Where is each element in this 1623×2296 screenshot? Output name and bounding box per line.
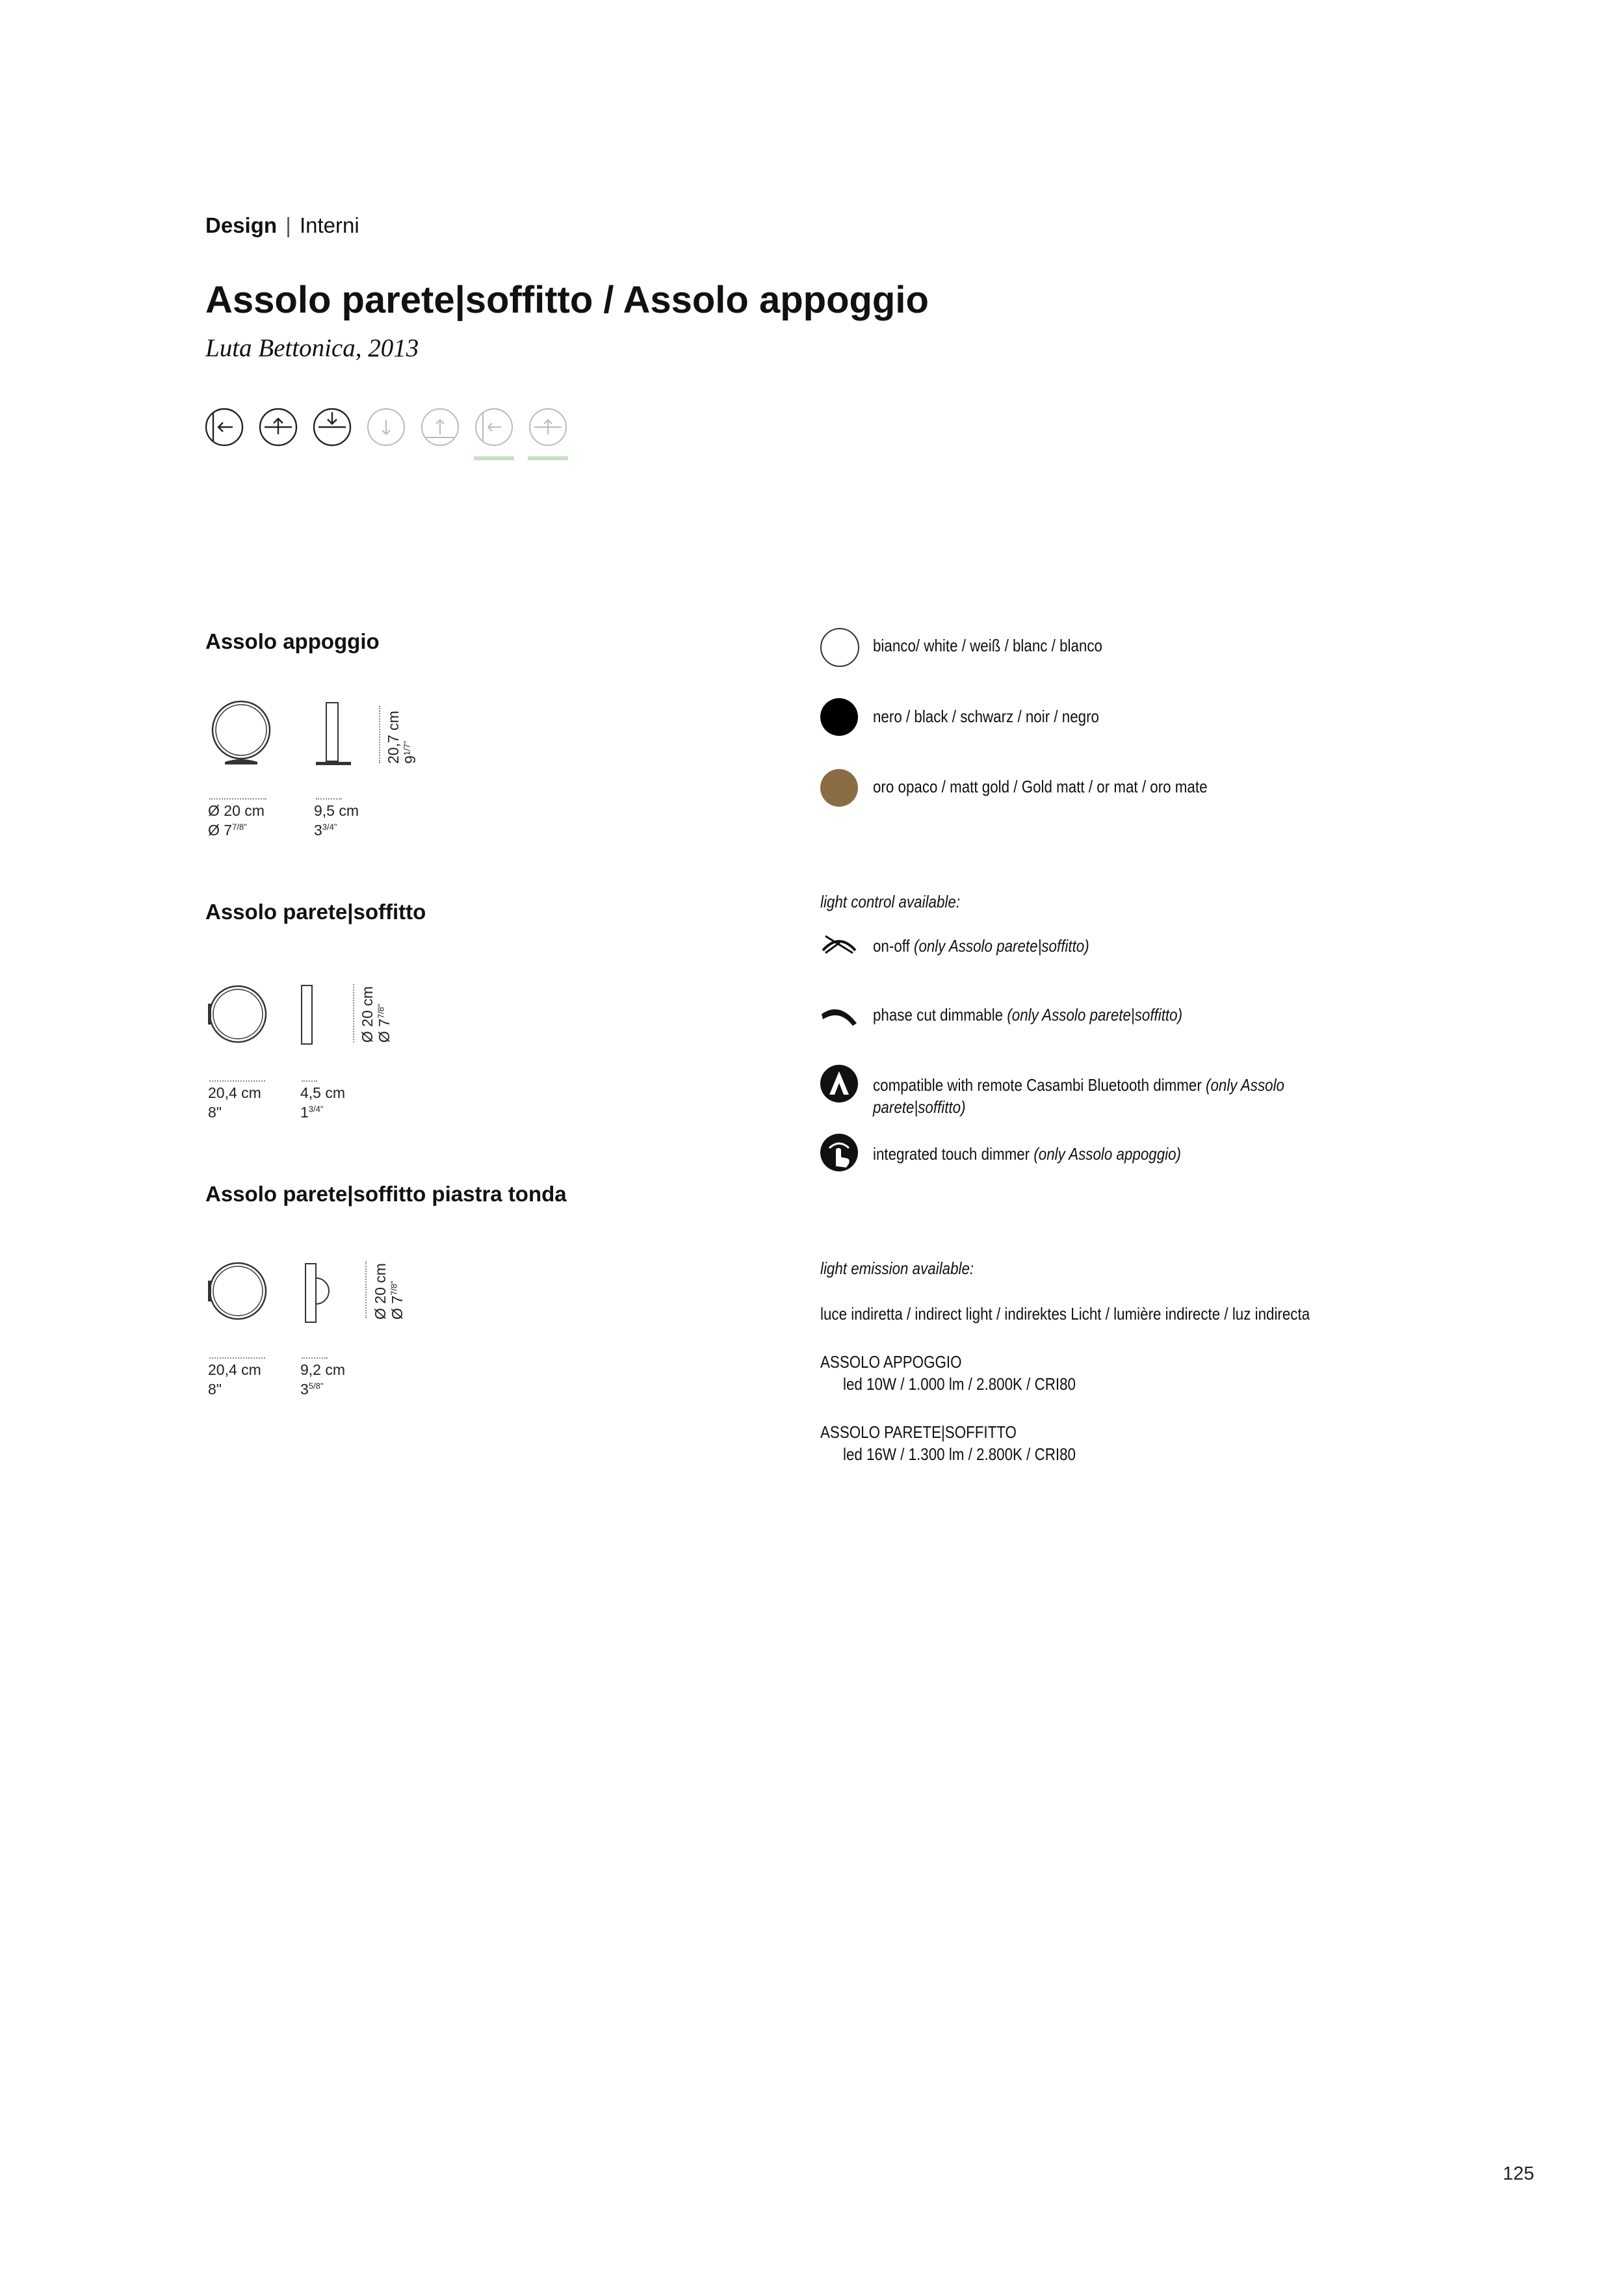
width-dimension-line [209, 1080, 265, 1082]
finish-label: oro opaco / matt gold / Gold matt / or mat / oro mate [873, 777, 1208, 796]
finish-swatch-white [820, 628, 859, 667]
parete-soffitto-drawing [205, 980, 465, 1058]
depth-in-fraction: 3/4" [322, 822, 337, 832]
light-emission-heading: light emission available: [820, 1259, 974, 1278]
finish-swatch-black [820, 698, 858, 736]
mount-icons-row [205, 408, 569, 460]
depth-dimension-line [302, 1357, 328, 1359]
depth-cm: 4,5 cm [300, 1084, 346, 1101]
control-label: phase cut dimmable [873, 1005, 1004, 1024]
height-in-value: Ø 7 [389, 1295, 406, 1320]
height-dimension-line [365, 1261, 367, 1318]
designer-subtitle: Luta Bettonica, 2013 [205, 334, 419, 362]
mount-icons-svg [205, 408, 569, 460]
arrow-down-icon [368, 409, 404, 445]
depth-in-fraction: 5/8" [308, 1381, 324, 1391]
appoggio-drawing [205, 694, 465, 779]
control-note: (only Assolo [1206, 1075, 1284, 1095]
depth-in-fraction: 3/4" [308, 1104, 324, 1114]
light-control-heading: light control available: [820, 892, 961, 911]
piastra-tonda-drawing [205, 1259, 465, 1337]
control-note: (only Assolo appoggio) [1033, 1144, 1181, 1164]
depth-dimension-line [302, 1080, 317, 1082]
product-name: Assolo appoggio [205, 629, 380, 653]
height-cm: Ø 20 cm [372, 1263, 389, 1320]
height-cm: 20,7 cm [385, 711, 402, 764]
casambi-bluetooth-icon [820, 1065, 859, 1104]
height-cm: Ø 20 cm [359, 986, 376, 1043]
finish-label: nero / black / schwarz / noir / negro [873, 707, 1099, 726]
height-in-value: Ø 7 [376, 1018, 393, 1043]
height-in [389, 1281, 406, 1320]
depth-in [314, 822, 337, 839]
width-dimension-line [209, 1357, 265, 1359]
phase-cut-dimmable-icon [820, 1001, 859, 1027]
width-in: 8" [208, 1104, 222, 1121]
arrow-up-icon-inactive [530, 409, 566, 445]
light-control-item [873, 1144, 1181, 1164]
page-number: 125 [1503, 2163, 1535, 2184]
suspension-arrow-down-icon [314, 409, 350, 445]
finish-swatch-gold [820, 769, 858, 807]
page-title: Assolo parete|soffitto / Assolo appoggio [205, 279, 929, 321]
height-dimension-line [353, 984, 354, 1043]
wall-arrow-left-icon [206, 409, 242, 445]
section-header [205, 213, 359, 238]
width-in-value: Ø 7 [208, 822, 233, 839]
width-in-fraction: 7/8" [232, 822, 247, 832]
depth-cm: 9,2 cm [300, 1361, 346, 1378]
control-note-continued: parete|soffitto) [873, 1097, 966, 1117]
ceiling-arrow-up-icon [260, 409, 296, 445]
depth-in [300, 1104, 323, 1121]
wall-arrow-left-icon-inactive [476, 409, 512, 445]
brand-label: Design [205, 213, 278, 237]
height-in-fraction: 7/8" [389, 1281, 399, 1296]
control-note: (only Assolo parete|soffitto) [1007, 1005, 1183, 1024]
accent-underline [474, 456, 514, 460]
category-label: Interni [299, 213, 359, 237]
control-label: integrated touch dimmer [873, 1144, 1030, 1164]
depth-in-value: 3 [300, 1381, 309, 1398]
width-dimension-line [209, 798, 266, 800]
width-cm: 20,4 cm [208, 1361, 261, 1378]
header-separator: | [285, 213, 291, 237]
product-name: Assolo parete|soffitto piastra tonda [205, 1182, 567, 1206]
height-in-fraction: 1/7" [402, 740, 412, 756]
width-cm: 20,4 cm [208, 1084, 261, 1101]
light-control-item [873, 936, 1089, 956]
on-off-icon [820, 931, 859, 957]
product-name: Assolo parete|soffitto [205, 900, 426, 924]
arrow-up-icon [422, 409, 458, 445]
spec-value: led 16W / 1.300 lm / 2.800K / CRI80 [843, 1444, 1076, 1464]
spec-value: led 10W / 1.000 lm / 2.800K / CRI80 [843, 1374, 1076, 1394]
depth-in-value: 1 [300, 1104, 309, 1121]
accent-underline [528, 456, 568, 460]
control-note: (only Assolo parete|soffitto) [913, 936, 1089, 956]
control-label: compatible with remote Casambi Bluetooth dimmer [873, 1075, 1202, 1095]
height-in [376, 1004, 393, 1043]
depth-in-value: 3 [314, 822, 322, 839]
height-dimension-line [379, 706, 380, 763]
light-control-item [873, 1005, 1182, 1025]
light-emission-description: luce indiretta / indirect light / indirektes Licht / lumière indirecte / luz indirecta [820, 1304, 1310, 1324]
spec-model: ASSOLO PARETE|SOFFITTO [820, 1422, 1017, 1442]
depth-dimension-line [316, 798, 342, 800]
width-cm: Ø 20 cm [208, 802, 265, 819]
depth-in [300, 1381, 323, 1398]
height-in-fraction: 7/8" [376, 1004, 386, 1019]
height-in-value: 9 [402, 755, 419, 764]
height-in [402, 741, 419, 764]
touch-dimmer-icon [820, 1134, 859, 1173]
depth-cm: 9,5 cm [314, 802, 359, 819]
light-control-item [873, 1075, 1284, 1095]
finish-label: bianco/ white / weiß / blanc / blanco [873, 636, 1102, 655]
spec-model: ASSOLO APPOGGIO [820, 1352, 962, 1372]
width-in: 8" [208, 1381, 222, 1398]
width-in [208, 822, 247, 839]
control-label: on-off [873, 936, 910, 956]
